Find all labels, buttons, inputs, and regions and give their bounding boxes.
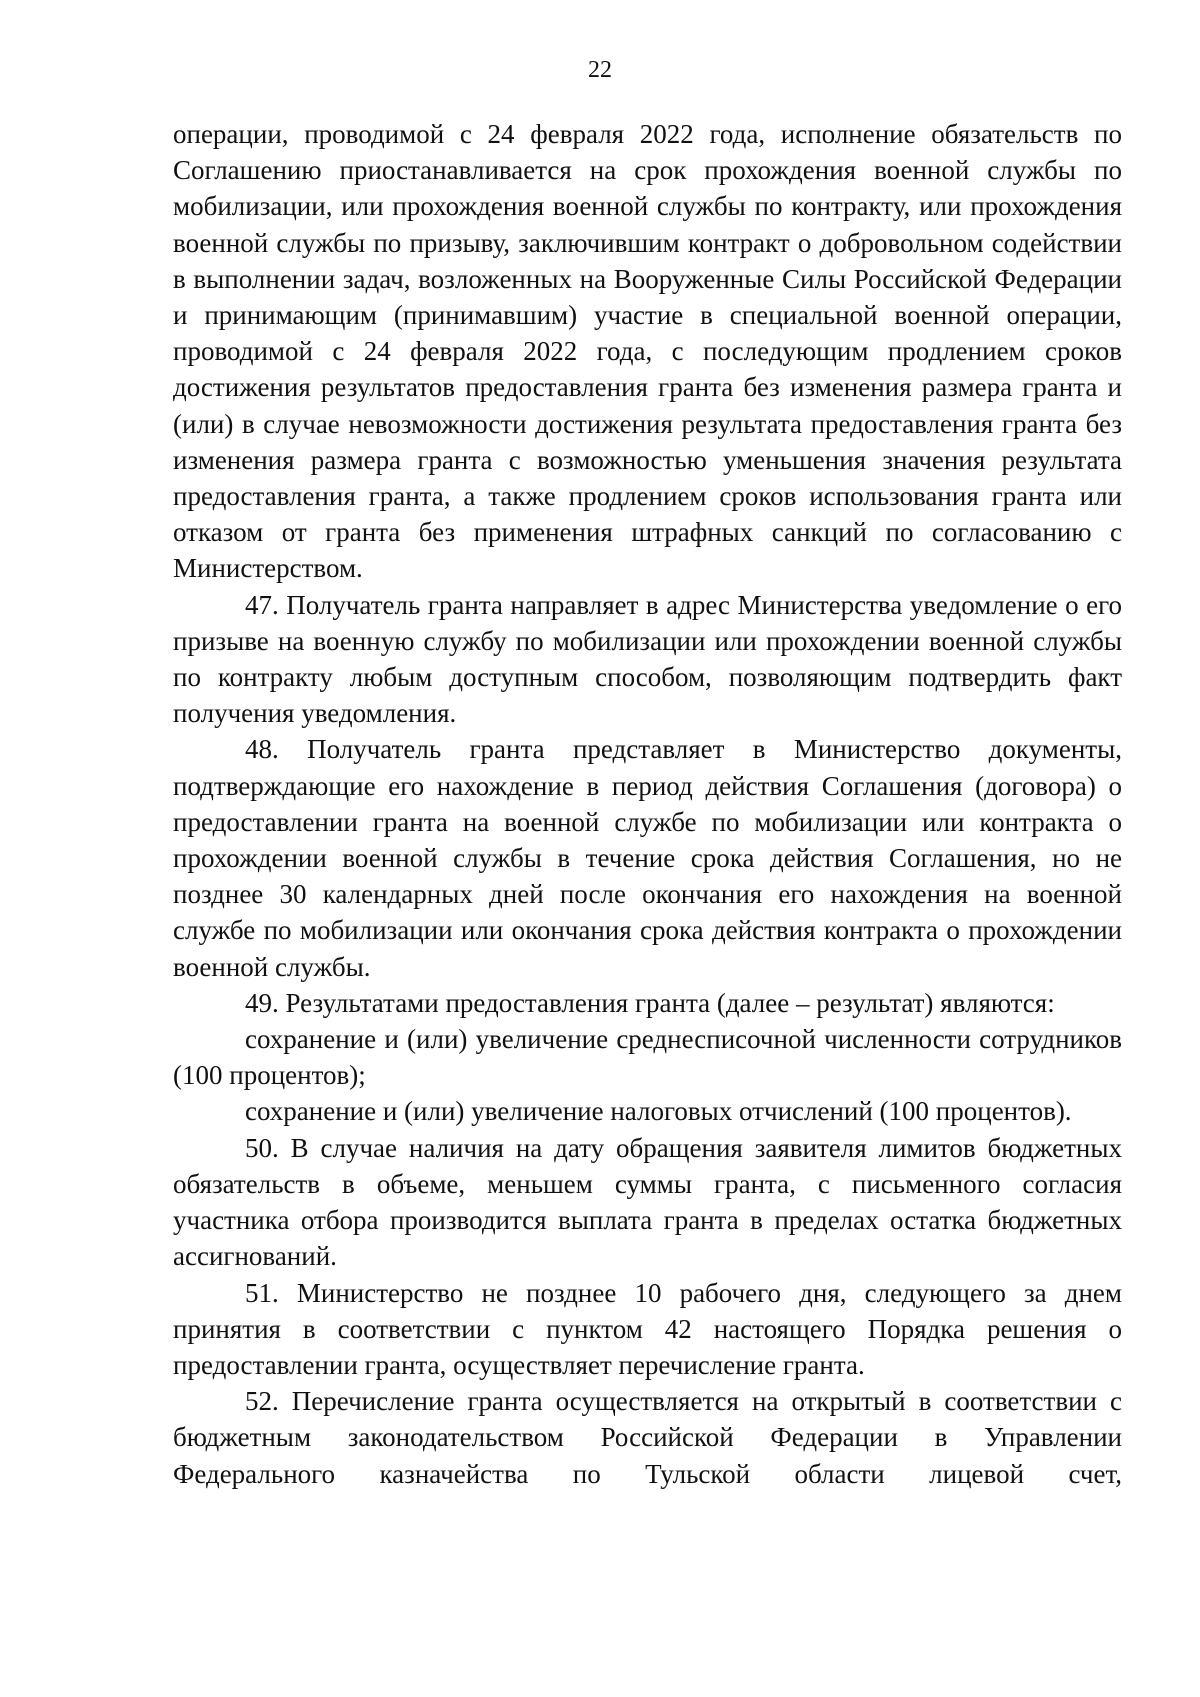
- paragraph-47: 47. Получатель гранта направляет в адрес Министерства уведомление о его призыве на военную службу по мобилизации или прохождении военной службы по контракту любым доступным способом, позволяющим подтвердить факт получения уведомления.: [173, 589, 1122, 729]
- paragraph-continuation: операции, проводимой с 24 февраля 2022 года, исполнение обязательств по Соглашению приостанавливается на срок прохождения военной службы по мобилизации, или прохождения военной службы по контракту, или прохождения военной службы по призыву, заключившим контракт о добровольном содействии в выполнении задач, возложенных на Вооруженные Силы Российской Федерации и принимающим (принимавшим) участие в специальной военной операции, проводимой с 24 февраля 2022 года, с последующим продлением сроков достижения результатов предоставления гранта без изменения размера гранта и (или) в случае невозможности достижения результата предоставления гранта без изменения размера гранта с возможностью уменьшения значения результата предоставления гранта, а также продлением сроков использования гранта или отказом от гранта без применения штрафных санкций по согласованию с Министерством.: [173, 119, 1122, 584]
- paragraph-52: 52. Перечисление гранта осуществляется на открытый в соответствии с бюджетным законодательством Российской Федерации в Управлении Федерального казначейства по Тульской области лицевой счет,: [173, 1386, 1122, 1489]
- paragraph-50: 50. В случае наличия на дату обращения заявителя лимитов бюджетных обязательств в объеме, меньшем суммы гранта, с письменного согласия участника отбора производится выплата гранта в пределах остатка бюджетных ассигнований.: [173, 1132, 1122, 1272]
- paragraph-49-item-employees: сохранение и (или) увеличение среднесписочной численности сотрудников (100 процентов);: [173, 1024, 1122, 1091]
- paragraph-49: 49. Результатами предоставления гранта (далее – результат) являются:: [245, 987, 1055, 1018]
- document-body: [173, 116, 1122, 1492]
- paragraph-51: 51. Министерство не позднее 10 рабочего дня, следующего за днем принятия в соответствии с пунктом 42 настоящего Порядка решения о предоставлении гранта, осуществляет перечисление гранта.: [173, 1277, 1122, 1380]
- page-number: 22: [588, 57, 612, 83]
- paragraph-49-item-taxes: сохранение и (или) увеличение налоговых отчислений (100 процентов).: [245, 1096, 1072, 1127]
- paragraph-48: 48. Получатель гранта представляет в Министерство документы, подтверждающие его нахождение в период действия Соглашения (договора) о предоставлении гранта на военной службе по мобилизации или контракта о прохождении военной службы в течение срока действия Соглашения, но не позднее 30 календарных дней после окончания его нахождения на военной службе по мобилизации или окончания срока действия контракта о прохождении военной службы.: [173, 734, 1122, 982]
